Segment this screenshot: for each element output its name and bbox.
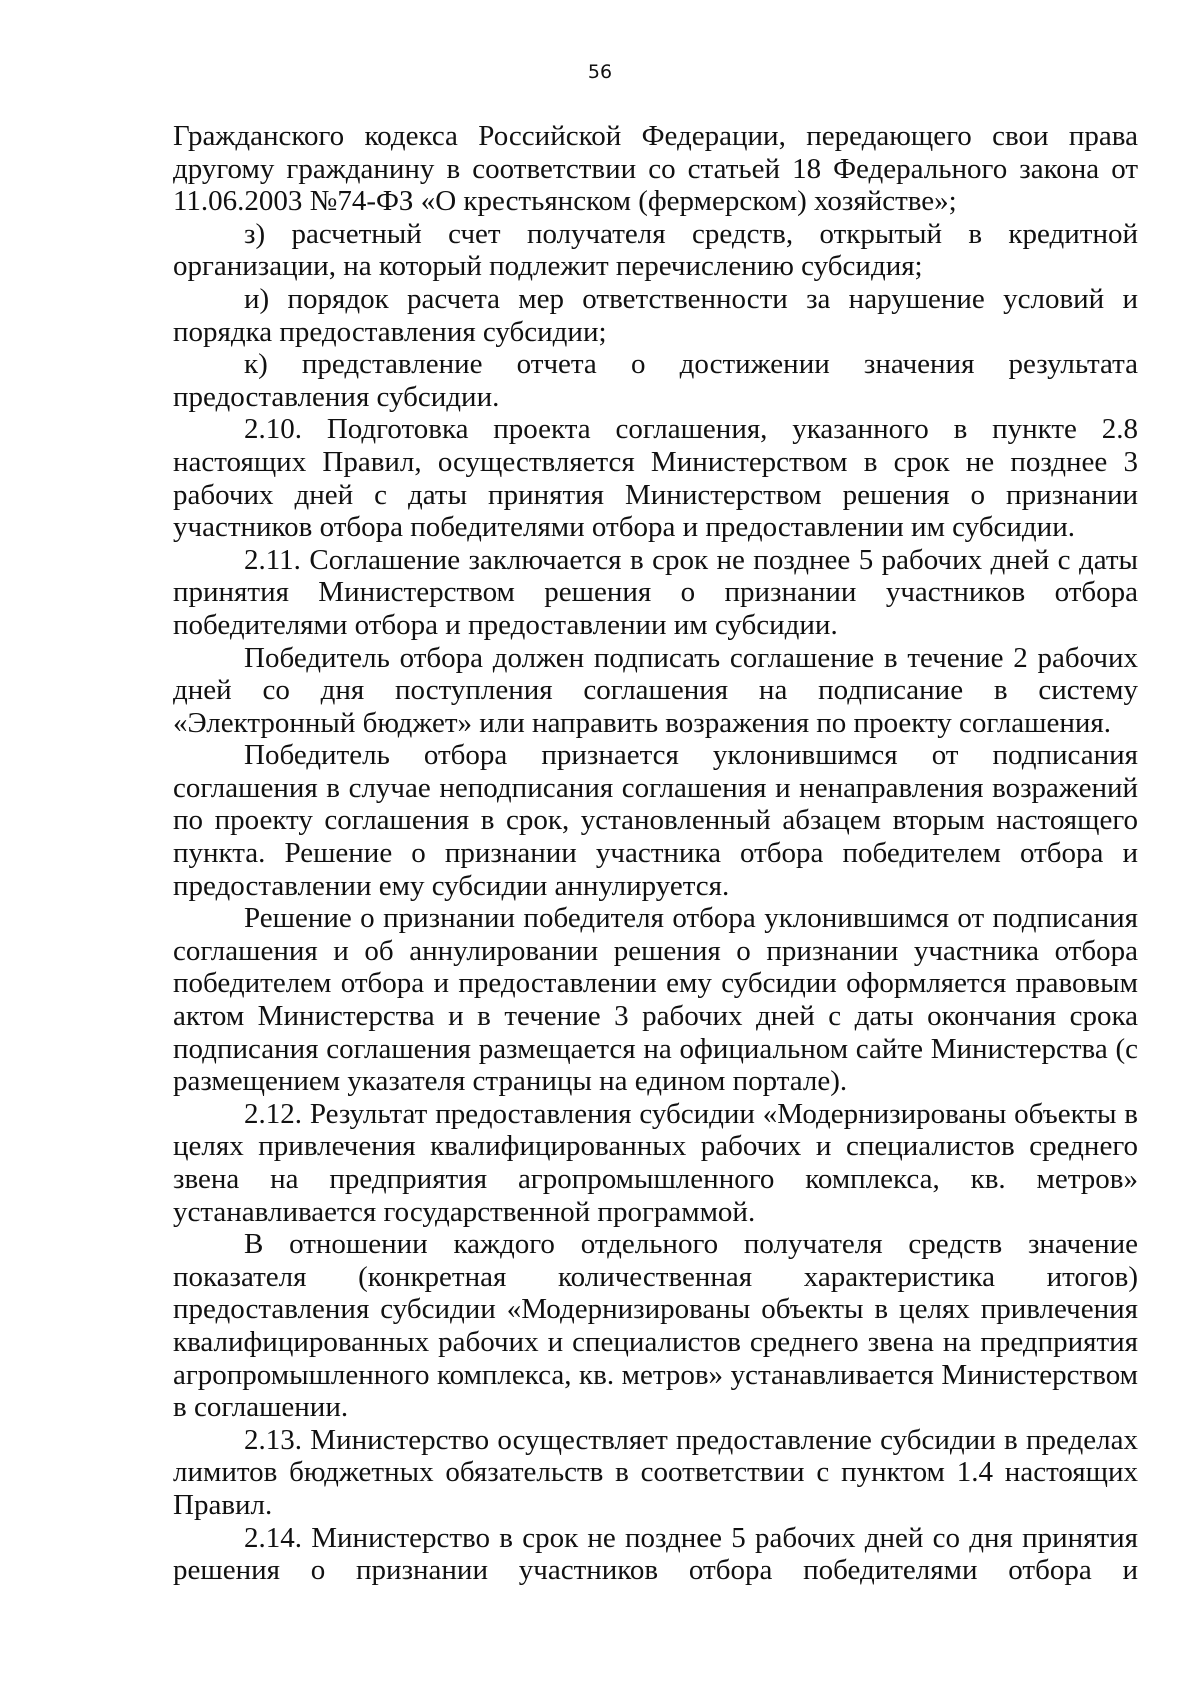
paragraph-2-11: 2.11. Соглашение заключается в срок не позднее 5 рабочих дней с даты принятия Министерством решения о признании участников отбора победителями отбора и предоставлении им субсидии. (173, 543, 1138, 641)
paragraph-2-13: 2.13. Министерство осуществляет предоставление субсидии в пределах лимитов бюджетных обязательств в соответствии с пунктом 1.4 настоящих Правил. (173, 1423, 1138, 1521)
document-body (173, 120, 1138, 1587)
paragraph-2-10: 2.10. Подготовка проекта соглашения, указанного в пункте 2.8 настоящих Правил, осуществляется Министерством в срок не позднее 3 рабочих дней с даты принятия Министерством решения о признании участников отбора победителями отбора и предоставлении им субсидии. (173, 413, 1138, 544)
paragraph-winner-sign: Победитель отбора должен подписать соглашение в течение 2 рабочих дней со дня поступления соглашения на подписание в систему «Электронный бюджет» или направить возражения по проекту соглашения. (173, 641, 1138, 739)
paragraph-2-14: 2.14. Министерство в срок не позднее 5 рабочих дней со дня принятия решения о признании участников отбора победителями отбора и (173, 1521, 1138, 1587)
paragraph-winner-evade: Победитель отбора признается уклонившимся от подписания соглашения в случае неподписания соглашения и ненаправления возражений по проекту соглашения в срок, установленный абзацем вторым настоящего пункта. Решение о признании участника отбора победителем отбора и предоставлении ему субсидии аннулируется. (173, 739, 1138, 902)
paragraph-item-k: к) представление отчета о достижении значения результата предоставления субсидии. (173, 348, 1138, 413)
paragraph-2-12: 2.12. Результат предоставления субсидии «Модернизированы объекты в целях привлечения квалифицированных рабочих и специалистов среднего звена на предприятия агропромышленного комплекса, кв. метров» устанавливается государственной программой. (173, 1097, 1138, 1228)
paragraph-decision-evade: Решение о признании победителя отбора уклонившимся от подписания соглашения и об аннулировании решения о признании участника отбора победителем отбора и предоставлении ему субсидии оформляется правовым актом Министерства и в течение 3 рабочих дней с даты окончания срока подписания соглашения размещается на официальном сайте Министерства (с размещением указателя страницы на едином портале). (173, 902, 1138, 1098)
paragraph-item-i: и) порядок расчета мер ответственности за нарушение условий и порядка предоставления субсидии; (173, 282, 1138, 348)
paragraph-continuation: Гражданского кодекса Российской Федерации, передающего свои права другому гражданину в соответствии со статьей 18 Федерального закона от 11.06.2003 №74-ФЗ «О крестьянском (фермерском) хозяйстве»; (173, 120, 1138, 218)
paragraph-item-z: з) расчетный счет получателя средств, открытый в кредитной организации, на который подлежит перечислению субсидия; (173, 217, 1138, 283)
page-number: 56 (587, 61, 613, 83)
paragraph-indicator-value: В отношении каждого отдельного получателя средств значение показателя (конкретная количественная характеристика итогов) предоставления субсидии «Модернизированы объекты в целях привлечения квалифицированных рабочих и специалистов среднего звена на предприятия агропромышленного комплекса, кв. метров» устанавливается Министерством в соглашении. (173, 1228, 1138, 1424)
